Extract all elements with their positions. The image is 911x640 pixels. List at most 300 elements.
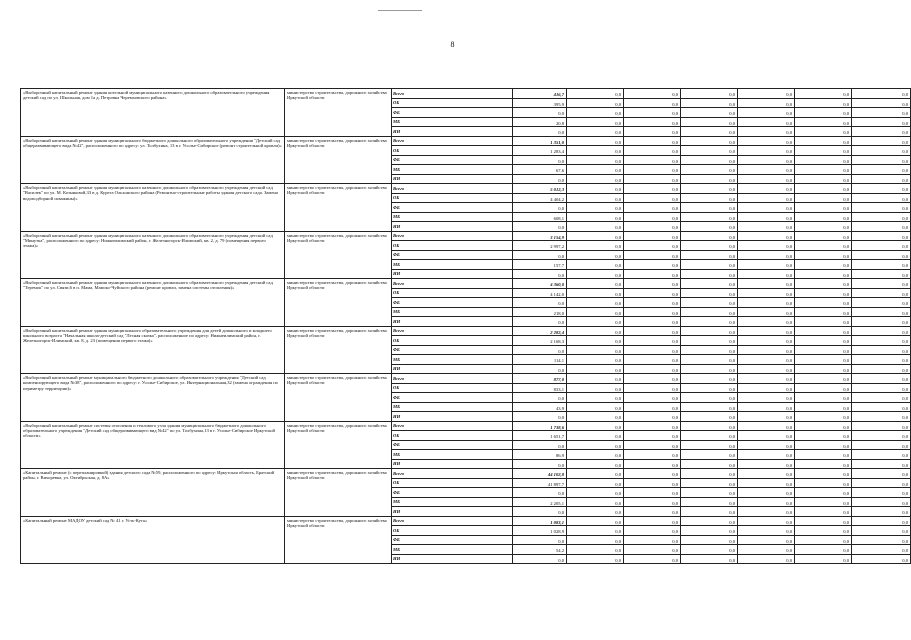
amount-cell: 0,0 [738, 545, 795, 555]
amount-cell: 0,0 [681, 269, 738, 279]
amount-cell: 0,0 [624, 108, 681, 118]
funding-source-code: ОБ [392, 146, 513, 156]
amount-cell: 86,9 [513, 450, 567, 460]
amount-cell: 0,0 [795, 516, 852, 526]
amount-cell: 0,0 [681, 89, 738, 99]
amount-cell: 0,0 [624, 507, 681, 517]
amount-cell: 0,0 [852, 279, 911, 289]
funding-source-code: Всего [392, 231, 513, 241]
amount-cell: 0,0 [738, 516, 795, 526]
amount-cell: 0,0 [795, 288, 852, 298]
amount-cell: 20,8 [513, 117, 567, 127]
amount-cell: 0,0 [852, 393, 911, 403]
amount-cell: 0,0 [624, 136, 681, 146]
amount-cell: 0,0 [624, 222, 681, 232]
amount-cell: 0,0 [738, 136, 795, 146]
amount-cell: 0,0 [852, 421, 911, 431]
amount-cell: 0,0 [624, 174, 681, 184]
amount-cell: 0,0 [681, 165, 738, 175]
amount-cell: 0,0 [852, 412, 911, 422]
amount-cell: 0,0 [681, 450, 738, 460]
amount-cell: 0,0 [567, 336, 624, 346]
amount-cell: 0,0 [567, 364, 624, 374]
amount-cell: 0,0 [567, 117, 624, 127]
amount-cell: 0,0 [681, 108, 738, 118]
amount-cell: 0,0 [795, 165, 852, 175]
funding-source-code: ИИ [392, 317, 513, 327]
amount-cell: 0,0 [738, 212, 795, 222]
amount-cell: 0,0 [513, 393, 567, 403]
amount-cell: 0,0 [738, 317, 795, 327]
amount-cell: 0,0 [624, 231, 681, 241]
amount-cell: 0,0 [738, 526, 795, 536]
amount-cell: 0,0 [513, 317, 567, 327]
funding-source-code: ИИ [392, 459, 513, 469]
amount-cell: 0,0 [681, 535, 738, 545]
amount-cell: 0,0 [795, 459, 852, 469]
funding-source-code: ИИ [392, 554, 513, 564]
amount-cell: 0,0 [795, 98, 852, 108]
amount-cell: 0,0 [567, 488, 624, 498]
amount-cell: 0,0 [624, 393, 681, 403]
amount-cell: 0,0 [567, 146, 624, 156]
amount-cell: 0,0 [567, 269, 624, 279]
amount-cell: 0,0 [681, 317, 738, 327]
amount-cell: 0,0 [738, 535, 795, 545]
amount-cell: 0,0 [567, 98, 624, 108]
amount-cell: 0,0 [681, 554, 738, 564]
responsible-ministry: министерство строительства, дорожного хозяйства Иркутской области [285, 326, 392, 374]
amount-cell: 0,0 [738, 155, 795, 165]
amount-cell: 0,0 [567, 421, 624, 431]
amount-cell: 0,0 [681, 383, 738, 393]
funding-source-code: ФБ [392, 393, 513, 403]
amount-cell: 0,0 [738, 345, 795, 355]
amount-cell: 0,0 [738, 279, 795, 289]
amount-cell: 0,0 [567, 345, 624, 355]
amount-cell: 0,0 [624, 497, 681, 507]
amount-cell: 0,0 [624, 336, 681, 346]
amount-cell: 0,0 [681, 231, 738, 241]
amount-cell: 0,0 [567, 412, 624, 422]
amount-cell: 0,0 [795, 108, 852, 118]
amount-cell: 0,0 [624, 383, 681, 393]
funding-source-code: МБ [392, 117, 513, 127]
amount-cell: 0,0 [567, 279, 624, 289]
amount-cell: 0,0 [624, 345, 681, 355]
funding-source-code: ОБ [392, 431, 513, 441]
amount-cell: 0,0 [624, 127, 681, 137]
amount-cell: 0,0 [567, 469, 624, 479]
funding-source-code: ОБ [392, 241, 513, 251]
amount-cell: 0,0 [624, 146, 681, 156]
responsible-ministry: министерство строительства, дорожного хозяйства Иркутской области [285, 136, 392, 184]
amount-cell: 0,0 [738, 326, 795, 336]
funding-source-code: ОБ [392, 478, 513, 488]
amount-cell: 0,0 [738, 307, 795, 317]
amount-cell: 0,0 [738, 440, 795, 450]
amount-cell: 0,0 [567, 507, 624, 517]
top-rule [378, 10, 422, 11]
amount-cell: 0,0 [624, 488, 681, 498]
amount-cell: 0,0 [852, 108, 911, 118]
amount-cell: 0,0 [738, 459, 795, 469]
amount-cell: 0,0 [738, 117, 795, 127]
funding-source-code: МБ [392, 165, 513, 175]
amount-cell: 4 142,0 [513, 288, 567, 298]
amount-cell: 0,0 [681, 307, 738, 317]
amount-cell: 0,0 [513, 298, 567, 308]
amount-cell: 0,0 [513, 345, 567, 355]
amount-cell: 1 083,1 [513, 516, 567, 526]
amount-cell: 0,0 [738, 98, 795, 108]
amount-cell: 0,0 [567, 155, 624, 165]
amount-cell: 0,0 [567, 174, 624, 184]
amount-cell: 0,0 [795, 412, 852, 422]
amount-cell: 0,0 [624, 545, 681, 555]
amount-cell: 0,0 [624, 98, 681, 108]
project-description: «Выборочный капитальный ремонт здания муниципального бюджетного дошкольного образовательного учреждения "Детский сад общеразвивающего вида №42", расположенного по адресу: ул. Толбухина, 13 в г. Усолье-Сибирское (ремонт строительной кровли)» [21, 136, 285, 184]
amount-cell: 0,0 [738, 554, 795, 564]
amount-cell: 0,0 [624, 450, 681, 460]
amount-cell: 1 028,9 [513, 526, 567, 536]
amount-cell: 0,0 [795, 440, 852, 450]
amount-cell: 0,0 [795, 421, 852, 431]
amount-cell: 2 205,1 [513, 497, 567, 507]
amount-cell: 0,0 [681, 98, 738, 108]
amount-cell: 0,0 [567, 288, 624, 298]
amount-cell: 1 351,0 [513, 136, 567, 146]
amount-cell: 0,0 [795, 260, 852, 270]
amount-cell: 0,0 [681, 298, 738, 308]
amount-cell: 0,0 [513, 488, 567, 498]
amount-cell: 0,0 [795, 545, 852, 555]
amount-cell: 0,0 [681, 203, 738, 213]
amount-cell: 0,0 [795, 298, 852, 308]
amount-cell: 0,0 [738, 488, 795, 498]
amount-cell: 0,0 [795, 326, 852, 336]
amount-cell: 0,0 [738, 412, 795, 422]
amount-cell: 0,0 [795, 155, 852, 165]
amount-cell: 0,0 [852, 497, 911, 507]
amount-cell: 608,1 [513, 212, 567, 222]
amount-cell: 0,0 [624, 402, 681, 412]
amount-cell: 0,0 [624, 554, 681, 564]
amount-cell: 0,0 [795, 241, 852, 251]
funding-source-code: ИИ [392, 412, 513, 422]
project-description: «Выборочный капитальный ремонт муниципального бюджетного дошкольного образовательного учреждения "Детский сад компенсирующего вида №38", расположенного по адресу: г. Усолье-Сибирское, ул. Интернациональная,32 (замена ограждения по периметру территории)» [21, 374, 285, 422]
funding-source-code: ФБ [392, 440, 513, 450]
amount-cell: 0,0 [738, 174, 795, 184]
amount-cell: 0,0 [738, 421, 795, 431]
amount-cell: 0,0 [567, 231, 624, 241]
amount-cell: 0,0 [624, 89, 681, 99]
amount-cell: 0,0 [738, 250, 795, 260]
amount-cell: 0,0 [738, 222, 795, 232]
amount-cell: 0,0 [681, 478, 738, 488]
funding-source-code: ИИ [392, 507, 513, 517]
amount-cell: 0,0 [795, 279, 852, 289]
amount-cell: 0,0 [681, 184, 738, 194]
amount-cell: 0,0 [681, 212, 738, 222]
amount-cell: 0,0 [852, 526, 911, 536]
amount-cell: 0,0 [624, 317, 681, 327]
amount-cell: 0,0 [567, 440, 624, 450]
amount-cell: 43,9 [513, 402, 567, 412]
amount-cell: 0,0 [513, 535, 567, 545]
table-row [21, 469, 911, 479]
amount-cell: 0,0 [624, 374, 681, 384]
amount-cell: 0,0 [567, 374, 624, 384]
amount-cell: 0,0 [852, 222, 911, 232]
project-description: «Капитальный ремонт (с перепланировкой) здания детского сада №59, расположенного по адресу: Иркутская область, Братский район, г. Вихоревка, ул. Октябрьская, д. 8А» [21, 469, 285, 517]
amount-cell: 0,0 [624, 279, 681, 289]
amount-cell: 0,0 [681, 117, 738, 127]
amount-cell: 0,0 [681, 146, 738, 156]
amount-cell: 4 360,0 [513, 279, 567, 289]
project-description: «Выборочный капитальный ремонт здания котельной муниципального казенного дошкольного образовательного учреждения детский сад по ул. Школьная, дом 1а д. Петровка Черемховского района» [21, 89, 285, 137]
funding-source-code: МБ [392, 402, 513, 412]
amount-cell: 0,0 [567, 298, 624, 308]
table-body [21, 89, 911, 564]
amount-cell: 0,0 [681, 364, 738, 374]
amount-cell: 0,0 [852, 193, 911, 203]
amount-cell: 0,0 [795, 222, 852, 232]
project-description: «Капитальный ремонт МАДОУ детский сад № 41 г. Усть-Кута» [21, 516, 285, 564]
amount-cell: 0,0 [624, 269, 681, 279]
amount-cell: 0,0 [795, 117, 852, 127]
amount-cell: 0,0 [795, 250, 852, 260]
amount-cell: 0,0 [738, 146, 795, 156]
amount-cell: 0,0 [624, 260, 681, 270]
amount-cell: 0,0 [567, 127, 624, 137]
amount-cell: 0,0 [738, 355, 795, 365]
amount-cell: 0,0 [513, 222, 567, 232]
amount-cell: 0,0 [795, 393, 852, 403]
funding-source-code: Всего [392, 184, 513, 194]
amount-cell: 0,0 [624, 117, 681, 127]
amount-cell: 0,0 [681, 127, 738, 137]
amount-cell: 0,0 [681, 241, 738, 251]
amount-cell: 0,0 [795, 497, 852, 507]
amount-cell: 218,0 [513, 307, 567, 317]
responsible-ministry: министерство строительства, дорожного хозяйства Иркутской области [285, 421, 392, 469]
amount-cell: 0,0 [738, 402, 795, 412]
amount-cell: 0,0 [852, 203, 911, 213]
amount-cell: 1 651,7 [513, 431, 567, 441]
amount-cell: 0,0 [738, 469, 795, 479]
amount-cell: 0,0 [738, 450, 795, 460]
amount-cell: 2 997,2 [513, 241, 567, 251]
amount-cell: 0,0 [738, 298, 795, 308]
funding-source-code: ИИ [392, 222, 513, 232]
amount-cell: 0,0 [681, 507, 738, 517]
amount-cell: 0,0 [681, 526, 738, 536]
funding-source-code: ИИ [392, 127, 513, 137]
amount-cell: 0,0 [852, 507, 911, 517]
amount-cell: 0,0 [795, 231, 852, 241]
funding-source-code: ОБ [392, 288, 513, 298]
amount-cell: 67,6 [513, 165, 567, 175]
amount-cell: 0,0 [681, 288, 738, 298]
amount-cell: 0,0 [852, 450, 911, 460]
amount-cell: 0,0 [567, 393, 624, 403]
amount-cell: 0,0 [852, 231, 911, 241]
amount-cell: 0,0 [852, 364, 911, 374]
amount-cell: 0,0 [567, 108, 624, 118]
amount-cell: 0,0 [567, 317, 624, 327]
amount-cell: 0,0 [681, 440, 738, 450]
amount-cell: 0,0 [738, 260, 795, 270]
amount-cell: 157,7 [513, 260, 567, 270]
amount-cell: 0,0 [852, 374, 911, 384]
amount-cell: 0,0 [567, 193, 624, 203]
funding-source-code: Всего [392, 374, 513, 384]
amount-cell: 0,0 [624, 250, 681, 260]
amount-cell: 0,0 [795, 450, 852, 460]
amount-cell: 0,0 [681, 393, 738, 403]
amount-cell: 0,0 [738, 383, 795, 393]
funding-source-code: ОБ [392, 526, 513, 536]
amount-cell: 0,0 [624, 155, 681, 165]
funding-source-code: ФБ [392, 108, 513, 118]
amount-cell: 0,0 [681, 336, 738, 346]
amount-cell: 0,0 [795, 374, 852, 384]
amount-cell: 0,0 [513, 203, 567, 213]
amount-cell: 0,0 [681, 279, 738, 289]
amount-cell: 0,0 [681, 136, 738, 146]
funding-source-code: Всего [392, 279, 513, 289]
amount-cell: 4 404,2 [513, 193, 567, 203]
responsible-ministry: министерство строительства, дорожного хозяйства Иркутской области [285, 279, 392, 327]
amount-cell: 0,0 [852, 545, 911, 555]
funding-source-code: ОБ [392, 383, 513, 393]
project-description: «Выборочный капитальный ремонт здания муниципального казенного дошкольного образовательного учреждения детский сад "Минутка", расположенного по адресу: Нижнеилимский район, г. Железногорск-Илимский, кв. 2, д. 79 (помещения первого этажа)» [21, 231, 285, 279]
amount-cell: 0,0 [795, 212, 852, 222]
amount-cell: 0,0 [852, 554, 911, 564]
amount-cell: 0,0 [567, 326, 624, 336]
amount-cell: 0,0 [567, 212, 624, 222]
amount-cell: 0,0 [681, 459, 738, 469]
funding-source-code: ФБ [392, 345, 513, 355]
amount-cell: 0,0 [624, 535, 681, 545]
amount-cell: 0,0 [513, 127, 567, 137]
amount-cell: 0,0 [567, 497, 624, 507]
funding-source-code: МБ [392, 260, 513, 270]
amount-cell: 0,0 [567, 545, 624, 555]
amount-cell: 0,0 [852, 459, 911, 469]
amount-cell: 0,0 [513, 250, 567, 260]
amount-cell: 416,7 [513, 89, 567, 99]
amount-cell: 0,0 [513, 459, 567, 469]
amount-cell: 0,0 [567, 526, 624, 536]
amount-cell: 0,0 [567, 89, 624, 99]
amount-cell: 0,0 [795, 478, 852, 488]
project-description: «Выборочный капитальный ремонт системы отопления и теплового узла здания муниципального бюджетного дошкольного образовательного учреждения "Детский сад общеразвивающего вид №42" по ул. Толбухина,13 в г. Усолье-Сибирское Иркутской области» [21, 421, 285, 469]
amount-cell: 0,0 [852, 117, 911, 127]
responsible-ministry: министерство строительства, дорожного хозяйства Иркутской области [285, 231, 392, 279]
amount-cell: 0,0 [852, 146, 911, 156]
amount-cell: 114,1 [513, 355, 567, 365]
amount-cell: 0,0 [795, 469, 852, 479]
funding-source-code: ФБ [392, 250, 513, 260]
amount-cell: 0,0 [567, 241, 624, 251]
amount-cell: 0,0 [852, 355, 911, 365]
amount-cell: 0,0 [567, 450, 624, 460]
amount-cell: 1 738,6 [513, 421, 567, 431]
amount-cell: 0,0 [795, 402, 852, 412]
amount-cell: 0,0 [681, 497, 738, 507]
amount-cell: 877,0 [513, 374, 567, 384]
amount-cell: 0,0 [852, 212, 911, 222]
amount-cell: 0,0 [795, 507, 852, 517]
amount-cell: 0,0 [681, 250, 738, 260]
amount-cell: 0,0 [567, 203, 624, 213]
amount-cell: 0,0 [852, 241, 911, 251]
amount-cell: 0,0 [513, 155, 567, 165]
table-row [21, 516, 911, 526]
project-description: «Выборочный капитальный ремонт здания муниципального казенного дошкольного образовательного учреждения детский сад "Василек" по ул. М. Козьяковой,33 в д. Курега Ольхонского района (Ремонтно-строительные работы здания детского сада. Замена водоподборной скважины)» [21, 184, 285, 232]
amount-cell: 0,0 [567, 165, 624, 175]
amount-cell: 0,0 [738, 497, 795, 507]
amount-cell: 0,0 [567, 250, 624, 260]
amount-cell: 0,0 [567, 307, 624, 317]
amount-cell: 0,0 [795, 535, 852, 545]
funding-source-code: МБ [392, 355, 513, 365]
amount-cell: 5 012,3 [513, 184, 567, 194]
amount-cell: 0,0 [567, 478, 624, 488]
amount-cell: 0,0 [681, 174, 738, 184]
amount-cell: 0,0 [852, 402, 911, 412]
amount-cell: 0,0 [681, 374, 738, 384]
amount-cell: 0,0 [624, 421, 681, 431]
table-row [21, 374, 911, 384]
amount-cell: 0,0 [795, 488, 852, 498]
table-row [21, 136, 911, 146]
amount-cell: 0,0 [567, 402, 624, 412]
amount-cell: 0,0 [738, 393, 795, 403]
amount-cell: 0,0 [852, 89, 911, 99]
funding-source-code: МБ [392, 212, 513, 222]
amount-cell: 0,0 [795, 364, 852, 374]
funding-source-code: ИИ [392, 364, 513, 374]
project-description: «Выборочный капитальный ремонт здания муниципального казенного дошкольного образовательного учреждения детский сад "Теремок" по ул. Связи,6 в п. Мама, Мамско-Чуйского района (ремонт кровли, замена системы отопления)» [21, 279, 285, 327]
amount-cell: 0,0 [567, 184, 624, 194]
amount-cell: 0,0 [681, 516, 738, 526]
funding-source-code: ФБ [392, 155, 513, 165]
amount-cell: 0,0 [624, 203, 681, 213]
amount-cell: 0,0 [624, 165, 681, 175]
page-number: 8 [450, 40, 455, 49]
amount-cell: 0,0 [795, 89, 852, 99]
amount-cell: 0,0 [738, 193, 795, 203]
amount-cell: 0,0 [624, 355, 681, 365]
amount-cell: 0,0 [681, 431, 738, 441]
amount-cell: 0,0 [681, 488, 738, 498]
responsible-ministry: министерство строительства, дорожного хозяйства Иркутской области [285, 89, 392, 137]
amount-cell: 0,0 [738, 231, 795, 241]
funding-source-code: Всего [392, 136, 513, 146]
amount-cell: 0,0 [681, 355, 738, 365]
funding-source-code: Всего [392, 516, 513, 526]
amount-cell: 0,0 [852, 127, 911, 137]
amount-cell: 0,0 [738, 89, 795, 99]
amount-cell: 0,0 [738, 203, 795, 213]
amount-cell: 0,0 [624, 469, 681, 479]
amount-cell: 0,0 [852, 488, 911, 498]
amount-cell: 0,0 [624, 212, 681, 222]
funding-source-code: ИИ [392, 174, 513, 184]
